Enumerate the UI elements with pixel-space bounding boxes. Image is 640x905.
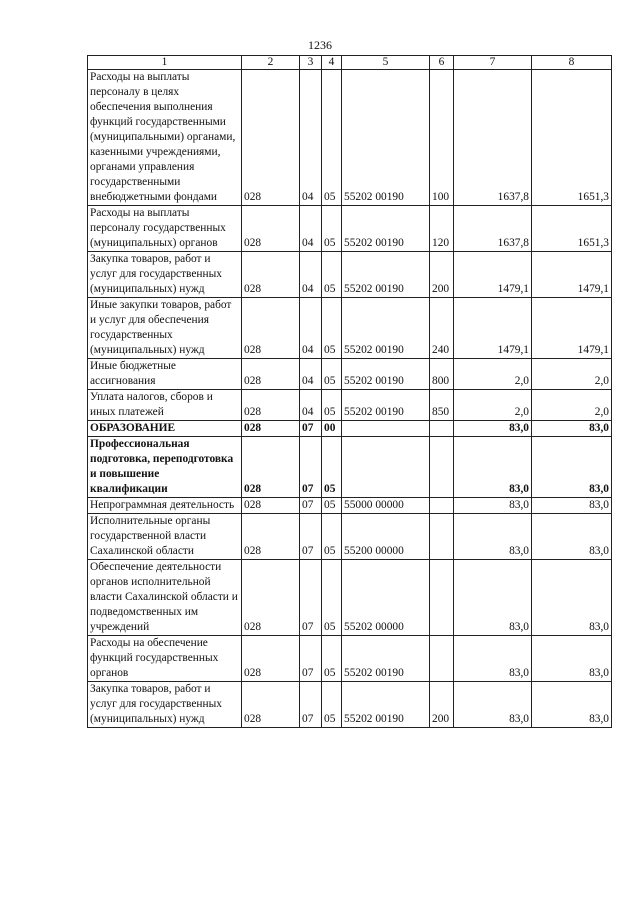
- cell-subsection: 05: [322, 298, 342, 359]
- table-row: [88, 359, 612, 390]
- cell-ministry-code: 028: [242, 390, 300, 421]
- table-row: [88, 498, 612, 514]
- cell-ministry-code: 028: [242, 636, 300, 682]
- cell-amount-year-1: 83,0: [454, 514, 532, 560]
- cell-name: Расходы на обеспечение функций государственных органов: [88, 636, 242, 682]
- cell-subsection: 05: [322, 682, 342, 728]
- header-row: [88, 56, 612, 70]
- cell-name: Иные бюджетные ассигнования: [88, 359, 242, 390]
- cell-section: 07: [300, 514, 322, 560]
- cell-ministry-code: 028: [242, 498, 300, 514]
- table-row: [88, 298, 612, 359]
- cell-amount-year-1: 1637,8: [454, 70, 532, 206]
- cell-amount-year-1: 1637,8: [454, 206, 532, 252]
- cell-expense-type: [430, 421, 454, 437]
- table-row: [88, 682, 612, 728]
- cell-amount-year-1: 83,0: [454, 498, 532, 514]
- cell-subsection: 05: [322, 498, 342, 514]
- cell-subsection: 05: [322, 252, 342, 298]
- cell-expense-type: [430, 560, 454, 636]
- cell-expense-type: 200: [430, 252, 454, 298]
- cell-amount-year-1: 1479,1: [454, 298, 532, 359]
- col-header-2: 2: [242, 56, 300, 70]
- cell-section: 07: [300, 560, 322, 636]
- cell-section: 04: [300, 359, 322, 390]
- cell-subsection: 05: [322, 514, 342, 560]
- cell-target-article: [342, 437, 430, 498]
- table-row: [88, 206, 612, 252]
- cell-section: 04: [300, 70, 322, 206]
- cell-section: 07: [300, 498, 322, 514]
- cell-section: 07: [300, 636, 322, 682]
- cell-target-article: 55202 00190: [342, 252, 430, 298]
- cell-ministry-code: 028: [242, 298, 300, 359]
- budget-table: [87, 55, 612, 728]
- cell-name: Профессиональная подготовка, переподготовка и повышение квалификации: [88, 437, 242, 498]
- table-row: [88, 636, 612, 682]
- cell-ministry-code: 028: [242, 359, 300, 390]
- cell-name: Непрограммная деятельность: [88, 498, 242, 514]
- cell-amount-year-2: 1651,3: [532, 70, 612, 206]
- cell-target-article: 55202 00190: [342, 206, 430, 252]
- cell-target-article: 55200 00000: [342, 514, 430, 560]
- table-row: [88, 70, 612, 206]
- cell-name: Закупка товаров, работ и услуг для государственных (муниципальных) нужд: [88, 252, 242, 298]
- cell-target-article: 55202 00190: [342, 359, 430, 390]
- cell-amount-year-1: 2,0: [454, 359, 532, 390]
- cell-expense-type: [430, 498, 454, 514]
- cell-name: Обеспечение деятельности органов исполнительной власти Сахалинской области и подведомственных им учреждений: [88, 560, 242, 636]
- cell-target-article: 55202 00190: [342, 390, 430, 421]
- cell-expense-type: [430, 636, 454, 682]
- cell-amount-year-2: 83,0: [532, 560, 612, 636]
- cell-section: 07: [300, 437, 322, 498]
- cell-amount-year-1: 83,0: [454, 421, 532, 437]
- cell-target-article: 55202 00190: [342, 298, 430, 359]
- cell-target-article: 55202 00190: [342, 682, 430, 728]
- cell-amount-year-2: 83,0: [532, 636, 612, 682]
- cell-name: Уплата налогов, сборов и иных платежей: [88, 390, 242, 421]
- cell-section: 04: [300, 206, 322, 252]
- cell-amount-year-2: 83,0: [532, 437, 612, 498]
- col-header-7: 7: [454, 56, 532, 70]
- cell-subsection: 05: [322, 359, 342, 390]
- table-row: [88, 514, 612, 560]
- cell-subsection: 05: [322, 70, 342, 206]
- cell-ministry-code: 028: [242, 682, 300, 728]
- table-row: [88, 390, 612, 421]
- cell-ministry-code: 028: [242, 437, 300, 498]
- cell-amount-year-2: 1479,1: [532, 298, 612, 359]
- cell-ministry-code: 028: [242, 421, 300, 437]
- table-row: [88, 421, 612, 437]
- cell-name: Иные закупки товаров, работ и услуг для обеспечения государственных (муниципальных) нужд: [88, 298, 242, 359]
- cell-amount-year-2: 1651,3: [532, 206, 612, 252]
- cell-name: ОБРАЗОВАНИЕ: [88, 421, 242, 437]
- cell-name: Исполнительные органы государственной власти Сахалинской области: [88, 514, 242, 560]
- table-row: [88, 560, 612, 636]
- cell-section: 04: [300, 252, 322, 298]
- col-header-6: 6: [430, 56, 454, 70]
- cell-amount-year-2: 83,0: [532, 514, 612, 560]
- cell-subsection: 05: [322, 560, 342, 636]
- cell-expense-type: 100: [430, 70, 454, 206]
- cell-target-article: 55000 00000: [342, 498, 430, 514]
- cell-expense-type: [430, 437, 454, 498]
- cell-subsection: 05: [322, 390, 342, 421]
- cell-amount-year-2: 1479,1: [532, 252, 612, 298]
- page-number: 1236: [308, 38, 332, 52]
- cell-expense-type: 800: [430, 359, 454, 390]
- cell-amount-year-2: 2,0: [532, 390, 612, 421]
- cell-expense-type: 200: [430, 682, 454, 728]
- cell-name: Расходы на выплаты персоналу государственных (муниципальных) органов: [88, 206, 242, 252]
- cell-section: 04: [300, 298, 322, 359]
- cell-section: 04: [300, 390, 322, 421]
- cell-amount-year-1: 83,0: [454, 682, 532, 728]
- cell-amount-year-2: 83,0: [532, 421, 612, 437]
- cell-subsection: 05: [322, 206, 342, 252]
- cell-target-article: 55202 00190: [342, 70, 430, 206]
- cell-expense-type: [430, 514, 454, 560]
- cell-amount-year-2: 2,0: [532, 359, 612, 390]
- cell-ministry-code: 028: [242, 252, 300, 298]
- cell-amount-year-2: 83,0: [532, 682, 612, 728]
- cell-ministry-code: 028: [242, 514, 300, 560]
- cell-expense-type: 850: [430, 390, 454, 421]
- cell-section: 07: [300, 421, 322, 437]
- cell-target-article: 55202 00190: [342, 636, 430, 682]
- table-row: [88, 252, 612, 298]
- cell-ministry-code: 028: [242, 70, 300, 206]
- cell-amount-year-1: 1479,1: [454, 252, 532, 298]
- cell-amount-year-2: 83,0: [532, 498, 612, 514]
- col-header-3: 3: [300, 56, 322, 70]
- table-row: [88, 437, 612, 498]
- cell-name: Расходы на выплаты персоналу в целях обеспечения выполнения функций государственными (муниципальными) органами, казенными учреждениями, органами управления государственными внебюджетными фондами: [88, 70, 242, 206]
- col-header-5: 5: [342, 56, 430, 70]
- col-header-8: 8: [532, 56, 612, 70]
- cell-expense-type: 120: [430, 206, 454, 252]
- cell-amount-year-1: 83,0: [454, 636, 532, 682]
- col-header-4: 4: [322, 56, 342, 70]
- cell-name: Закупка товаров, работ и услуг для государственных (муниципальных) нужд: [88, 682, 242, 728]
- cell-expense-type: 240: [430, 298, 454, 359]
- cell-section: 07: [300, 682, 322, 728]
- cell-ministry-code: 028: [242, 560, 300, 636]
- cell-subsection: 05: [322, 437, 342, 498]
- cell-ministry-code: 028: [242, 206, 300, 252]
- cell-target-article: [342, 421, 430, 437]
- cell-amount-year-1: 2,0: [454, 390, 532, 421]
- cell-amount-year-1: 83,0: [454, 560, 532, 636]
- cell-target-article: 55202 00000: [342, 560, 430, 636]
- col-header-1: 1: [88, 56, 242, 70]
- cell-amount-year-1: 83,0: [454, 437, 532, 498]
- cell-subsection: 00: [322, 421, 342, 437]
- cell-subsection: 05: [322, 636, 342, 682]
